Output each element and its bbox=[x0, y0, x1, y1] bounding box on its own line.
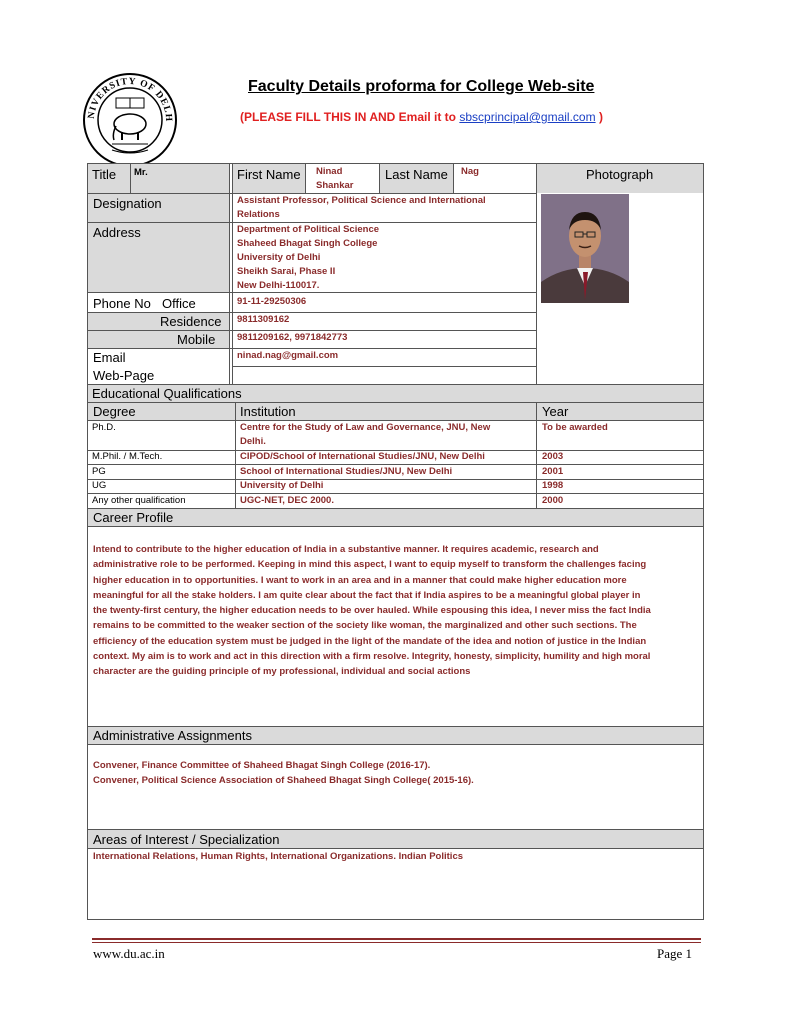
last-name-field[interactable]: Nag bbox=[461, 166, 479, 177]
designation-line-2: Relations bbox=[237, 209, 280, 220]
edu-institution[interactable]: CIPOD/School of International Studies/JNU, New Delhi bbox=[240, 451, 485, 462]
admin-line: Convener, Finance Committee of Shaheed Bhagat Singh College (2016-17). bbox=[93, 760, 431, 771]
designation-field[interactable] bbox=[237, 194, 486, 222]
designation-label: Designation bbox=[93, 196, 162, 211]
address-line: Department of Political Science bbox=[237, 224, 380, 235]
designation-line-1: Assistant Professor, Political Science and International bbox=[237, 195, 486, 206]
admin-line: Convener, Political Science Association of Shaheed Bhagat Singh College( 2015-16). bbox=[93, 775, 474, 787]
areas-text[interactable]: International Relations, Human Rights, International Organizations. Indian Politics bbox=[93, 851, 464, 862]
edu-year[interactable]: To be awarded bbox=[542, 422, 608, 433]
career-line: remains to be committed to the weaker section of the society like woman, the marginalized and other such sections. The bbox=[93, 620, 637, 632]
career-line: administrative role to be performed. Keeping in mind this aspect, I want to equip myself to transform the challenges facing bbox=[93, 559, 647, 571]
year-header: Year bbox=[542, 404, 569, 419]
edu-institution[interactable] bbox=[240, 421, 490, 449]
career-line: efficiency of the education system must be judged in the light of the mandate of the idea and notion of justice in the Indian bbox=[93, 635, 647, 647]
address-label: Address bbox=[93, 225, 141, 240]
footer-rule bbox=[92, 938, 701, 940]
faculty-photo bbox=[541, 194, 629, 303]
page-number: Page 1 bbox=[657, 946, 693, 961]
career-line: context. My aim is to work and act in this direction with a firm resolve. Integrity, honesty, simplicity, humility and high moral bbox=[93, 651, 651, 663]
edu-degree: M.Phil. / M.Tech. bbox=[92, 451, 163, 462]
edu-section-heading: Educational Qualifications bbox=[92, 386, 242, 401]
career-line: Intend to contribute to the higher education of India in a substantive manner. It requires academic, research and bbox=[93, 544, 599, 555]
address-line: Sheikh Sarai, Phase II bbox=[237, 266, 336, 277]
edu-year[interactable]: 2001 bbox=[542, 466, 564, 477]
first-name-line-1: Ninad bbox=[316, 166, 343, 177]
instruction-close: ) bbox=[598, 110, 603, 124]
footer-rule bbox=[92, 942, 701, 943]
institution-header: Institution bbox=[240, 404, 296, 419]
mobile-label: Mobile bbox=[177, 332, 216, 347]
email-field[interactable]: ninad.nag@gmail.com bbox=[237, 350, 339, 361]
edu-institution[interactable]: School of International Studies/JNU, New Delhi bbox=[240, 466, 453, 477]
edu-institution-line: Centre for the Study of Law and Governance, JNU, New bbox=[240, 422, 491, 433]
admin-text[interactable] bbox=[93, 758, 474, 789]
instruction-line bbox=[240, 110, 603, 124]
career-text[interactable] bbox=[93, 542, 703, 680]
office-phone-field[interactable]: 91-11-29250306 bbox=[237, 296, 307, 307]
career-line: meaningful for all the stake holders. I am quite clear about the fact that if India aspires to be a meaningful global player in bbox=[93, 589, 641, 601]
last-name-label: Last Name bbox=[385, 167, 448, 182]
first-name-label: First Name bbox=[237, 167, 301, 182]
career-line: the twenty-first century, the higher education needs to be over hauled. While espousing this idea, I never miss the fact India bbox=[93, 605, 651, 617]
email-label: Email bbox=[93, 350, 126, 365]
address-field[interactable] bbox=[237, 223, 379, 293]
degree-header: Degree bbox=[93, 404, 136, 419]
mobile-field[interactable]: 9811209162, 9971842773 bbox=[237, 332, 348, 343]
career-heading: Career Profile bbox=[93, 510, 174, 525]
webpage-label: Web-Page bbox=[93, 368, 155, 383]
residence-label: Residence bbox=[160, 314, 222, 329]
edu-year[interactable]: 2000 bbox=[542, 495, 564, 506]
first-name-line-2: Shankar bbox=[316, 180, 354, 191]
address-line: New Delhi-110017. bbox=[237, 280, 320, 291]
career-line: higher education in to opportunities. I want to work in an area and in a manner that could make higher education more bbox=[93, 574, 627, 586]
edu-institution-line: Delhi. bbox=[240, 436, 266, 447]
principal-email-link[interactable]: sbscprincipal@gmail.com bbox=[459, 110, 596, 124]
first-name-field[interactable] bbox=[316, 165, 354, 193]
edu-degree: UG bbox=[92, 480, 107, 491]
career-line: character are the guiding principle of my professional, individual and social actions bbox=[93, 666, 471, 678]
logo-text: NIVERSITY OF DELH bbox=[86, 76, 174, 123]
page-title: Faculty Details proforma for College Web-site bbox=[248, 78, 595, 95]
residence-phone-field[interactable]: 9811309162 bbox=[237, 314, 290, 325]
phone-label: Phone No bbox=[93, 296, 151, 311]
edu-degree: Any other qualification bbox=[92, 495, 186, 506]
footer-url[interactable]: www.du.ac.in bbox=[93, 946, 165, 961]
address-line: Shaheed Bhagat Singh College bbox=[237, 238, 378, 249]
title-label: Title bbox=[92, 167, 117, 182]
edu-institution[interactable]: University of Delhi bbox=[240, 480, 324, 491]
address-line: University of Delhi bbox=[237, 252, 321, 263]
edu-institution[interactable]: UGC-NET, DEC 2000. bbox=[240, 495, 334, 506]
edu-year[interactable]: 2003 bbox=[542, 451, 564, 462]
university-logo bbox=[82, 72, 178, 168]
areas-heading: Areas of Interest / Specialization bbox=[93, 832, 280, 847]
title-value[interactable]: Mr. bbox=[134, 167, 148, 178]
edu-year[interactable]: 1998 bbox=[542, 480, 564, 491]
edu-degree: PG bbox=[92, 466, 106, 477]
edu-degree: Ph.D. bbox=[92, 422, 116, 433]
photograph-label: Photograph bbox=[586, 167, 654, 182]
admin-heading: Administrative Assignments bbox=[93, 728, 252, 743]
instruction-text: (PLEASE FILL THIS IN AND Email it to bbox=[240, 110, 457, 124]
office-label: Office bbox=[162, 296, 196, 311]
